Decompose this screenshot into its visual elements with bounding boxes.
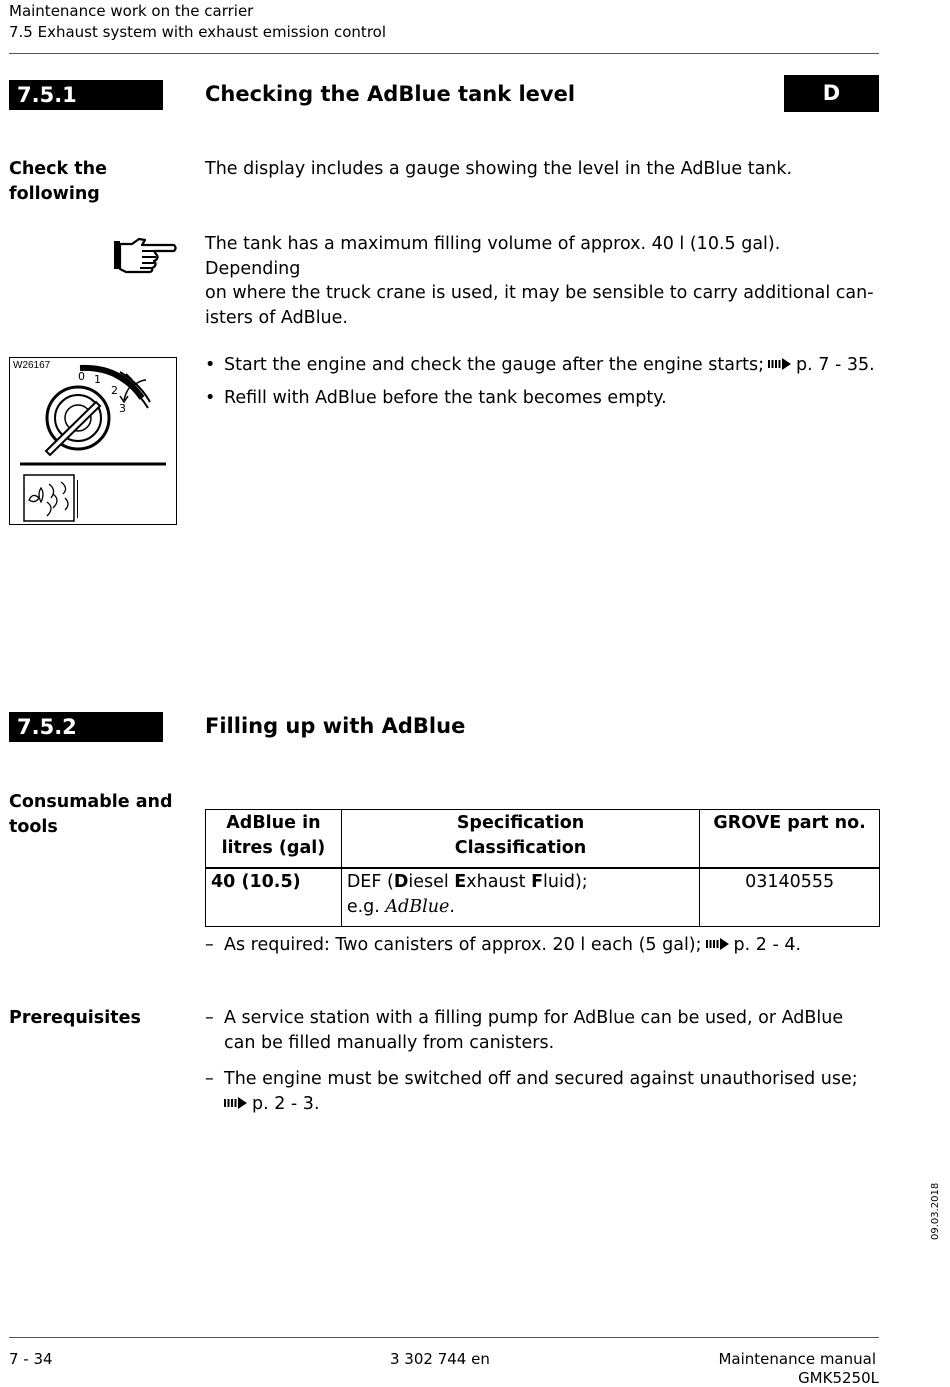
reference-arrow-icon [706, 937, 730, 951]
side-date: 09.03.2018 [930, 1182, 941, 1240]
footer-manual-title: Maintenance manual [718, 1350, 876, 1368]
footer-rule [9, 1337, 879, 1338]
adblue-level-symbol-icon [23, 474, 77, 522]
table-header-row [206, 810, 880, 869]
side-heading-prerequisites: Prerequisites [9, 1008, 141, 1028]
header-chapter: Maintenance work on the carrier [9, 2, 254, 20]
table-header-quantity: AdBlue in litres (gal) [206, 810, 342, 869]
table-cell-specification: DEF (Diesel Exhaust Fluid); e.g. AdBlue. [341, 868, 699, 927]
figure-gauge [9, 357, 177, 525]
footer-model: GMK5250L [798, 1369, 879, 1387]
side-heading-check: Check the following [9, 159, 107, 204]
footer-document-number: 3 302 744 en [390, 1350, 490, 1368]
gauge-tick-2: 2 [111, 384, 118, 397]
country-badge: D [784, 75, 879, 112]
reference-arrow-icon [768, 357, 792, 371]
gauge-tick-3: 3 [119, 402, 126, 415]
side-heading-consumables: Consumable and tools [9, 792, 173, 837]
note-text: The tank has a maximum filling volume of approx. 40 l (10.5 gal). Depending on where the truck crane is used, it may be sensible to carry additional can- isters of AdBlue. [205, 234, 874, 328]
section-title-7-5-2: Filling up with AdBlue [205, 714, 466, 738]
reference-arrow-icon [224, 1096, 248, 1110]
section-number-7-5-2: 7.5.2 [9, 712, 163, 742]
gauge-tick-0: 0 [78, 370, 85, 383]
table-row [206, 868, 880, 927]
footer-page-number: 7 - 34 [9, 1350, 53, 1368]
symbol-divider [77, 480, 78, 518]
table-header-specification: Specification Classification [341, 810, 699, 869]
section-title-7-5-1: Checking the AdBlue tank level [205, 82, 576, 106]
intro-text: The display includes a gauge showing the level in the AdBlue tank. [205, 159, 793, 179]
figure-id: W26167 [13, 360, 51, 371]
header-rule [9, 53, 879, 54]
table-cell-quantity: 40 (10.5) [206, 868, 342, 927]
table-header-part-number: GROVE part no. [700, 810, 880, 869]
pointing-hand-icon [112, 236, 178, 274]
consumables-table [205, 809, 880, 927]
page-reference[interactable]: p. 2 - 3. [252, 1093, 320, 1114]
gauge-tick-1: 1 [94, 373, 101, 386]
section-number-7-5-1: 7.5.1 [9, 80, 163, 110]
page-reference[interactable]: p. 2 - 4. [733, 935, 802, 955]
table-cell-part-number: 03140555 [700, 868, 880, 927]
page-reference[interactable]: p. 7 - 35. [796, 355, 875, 375]
header-section: 7.5 Exhaust system with exhaust emission control [9, 23, 386, 41]
